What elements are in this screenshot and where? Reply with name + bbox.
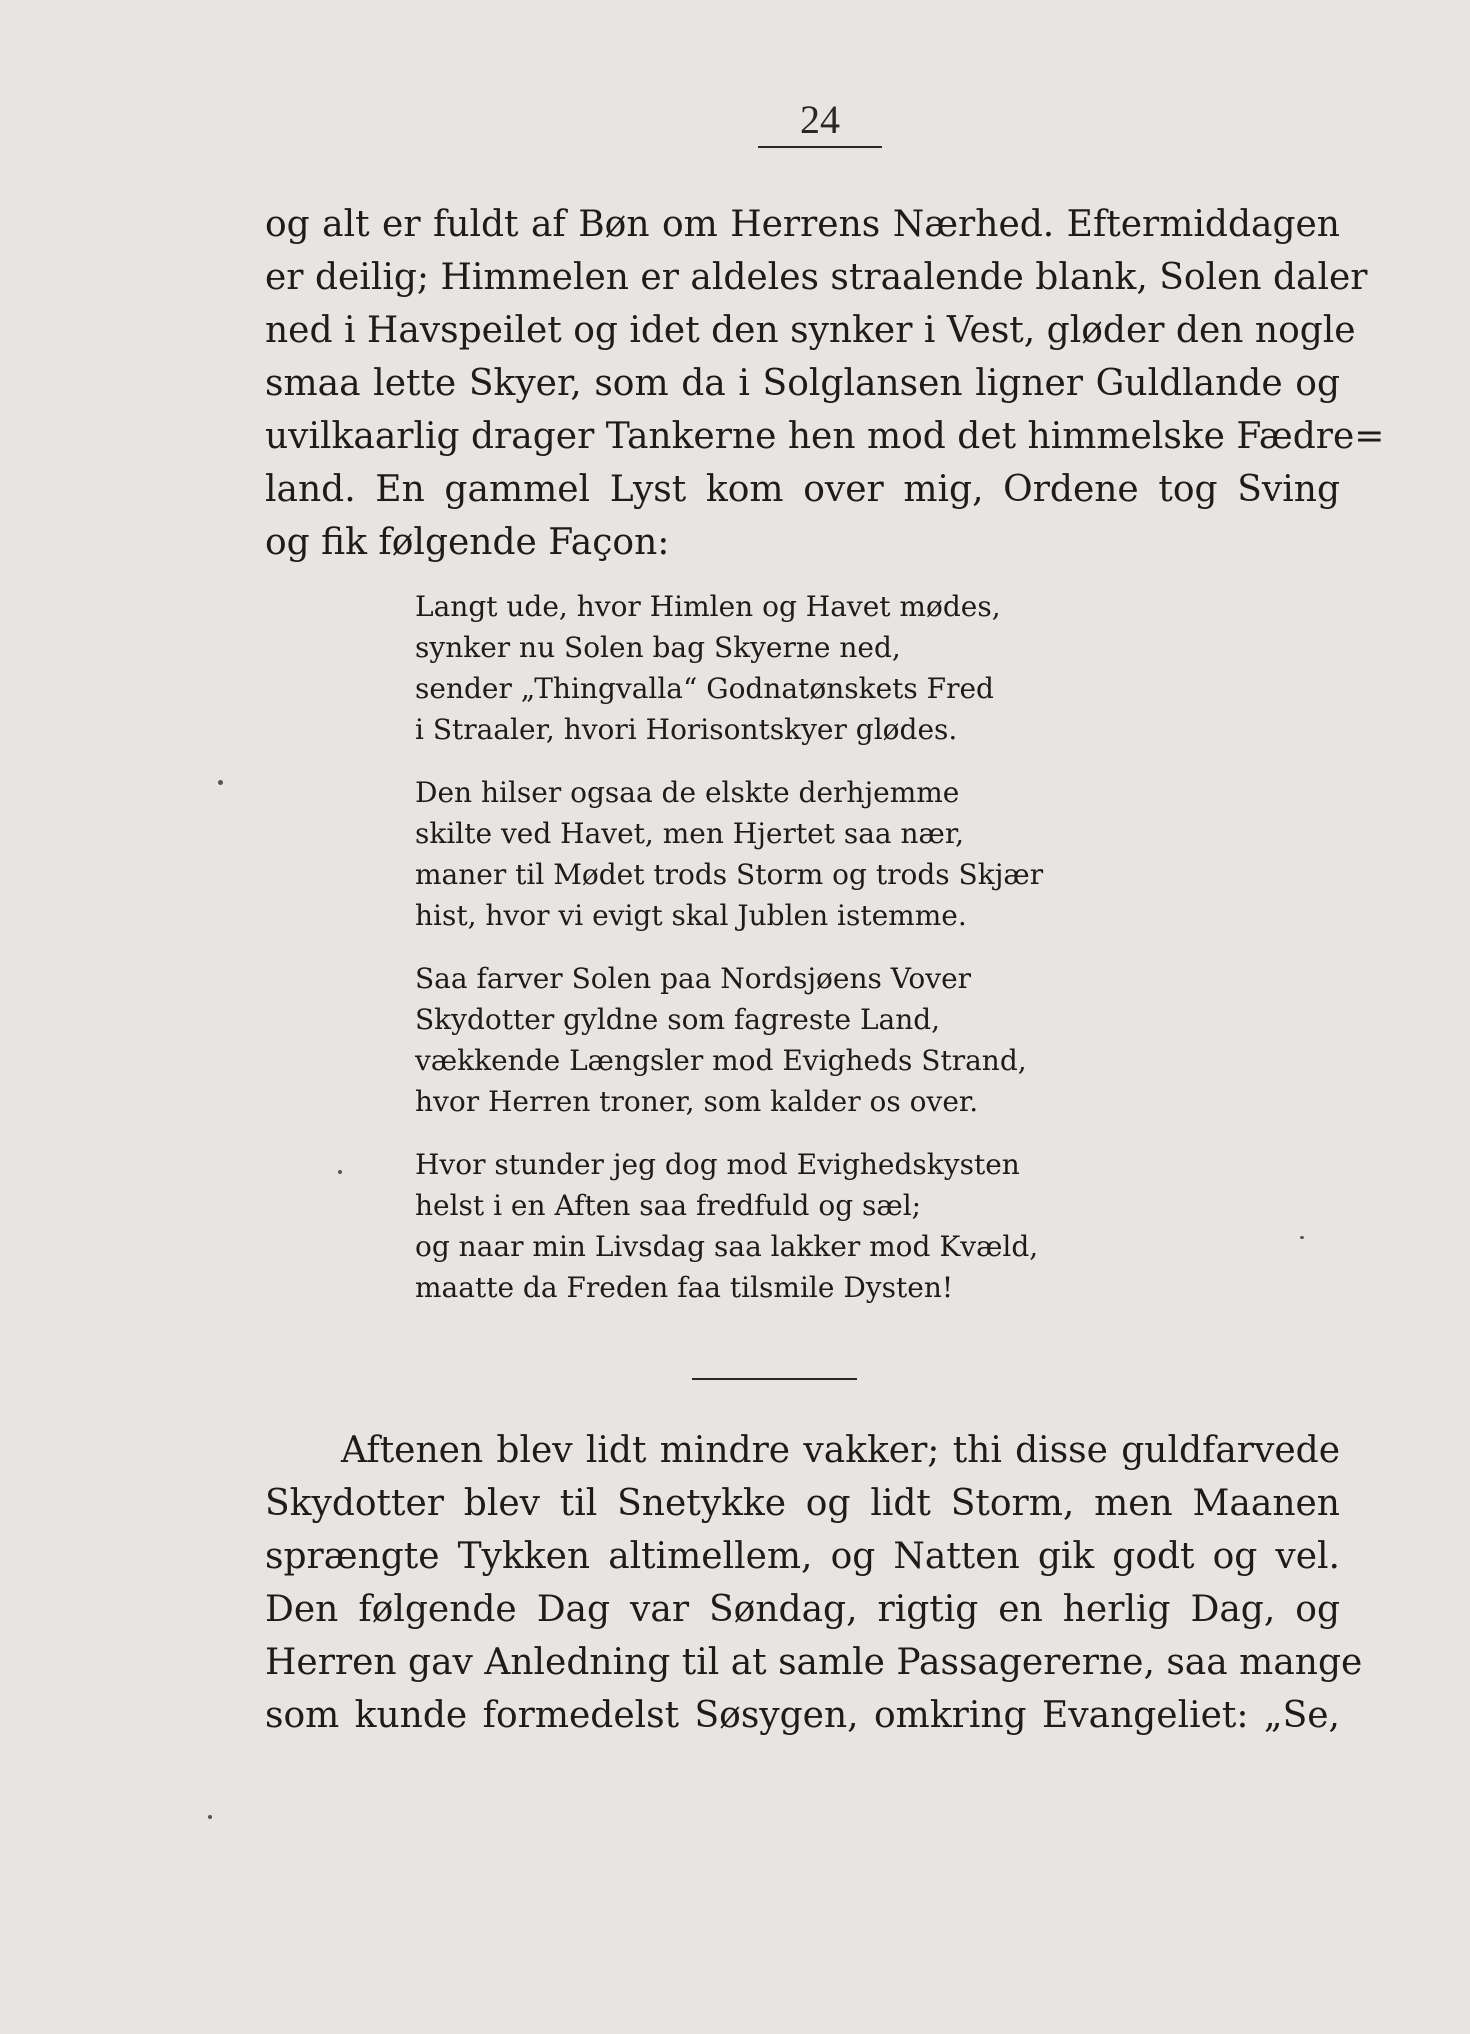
- page-number-underline: [758, 146, 882, 148]
- verse-line: Den hilser ogsaa de elskte derhjemme: [415, 776, 960, 809]
- paper-speck: [208, 1815, 212, 1819]
- section-divider: [692, 1378, 857, 1380]
- text-line: Skydotter blev til Snetykke og lidt Storm, men Maanen: [265, 1483, 1340, 1524]
- text-line: land. En gammel Lyst kom over mig, Ordene tog Sving: [265, 469, 1340, 510]
- verse-line: Saa farver Solen paa Nordsjøens Vover: [415, 962, 972, 995]
- paper-speck: [338, 1170, 342, 1174]
- verse-line: maner til Mødet trods Storm og trods Skjær: [415, 858, 1044, 891]
- stanza-3: [415, 958, 1115, 1122]
- verse-line: i Straaler, hvori Horisontskyer glødes.: [415, 713, 958, 746]
- text-line: som kunde formedelst Søsygen, omkring Evangeliet: „Se,: [265, 1695, 1340, 1736]
- paper-speck: [218, 780, 223, 785]
- verse-line: Hvor stunder jeg dog mod Evighedskysten: [415, 1148, 1020, 1181]
- text-line: Den følgende Dag var Søndag, rigtig en herlig Dag, og: [265, 1589, 1340, 1630]
- verse-line: vækkende Længsler mod Evigheds Strand,: [415, 1044, 1027, 1077]
- paragraph-1: [265, 198, 1385, 569]
- verse-line: skilte ved Havet, men Hjertet saa nær,: [415, 817, 965, 850]
- text-line: sprængte Tykken altimellem, og Natten gik godt og vel.: [265, 1536, 1340, 1577]
- verse-line: sender „Thingvalla“ Godnatønskets Fred: [415, 672, 994, 705]
- poem: [415, 586, 1115, 1330]
- verse-line: maatte da Freden faa tilsmile Dysten!: [415, 1271, 954, 1304]
- stanza-2: [415, 772, 1115, 936]
- text-line: og alt er fuldt af Bøn om Herrens Nærhed. Eftermiddagen: [265, 204, 1340, 245]
- stanza-4: [415, 1144, 1115, 1308]
- paper-speck: [1300, 1236, 1304, 1239]
- verse-line: hvor Herren troner, som kalder os over.: [415, 1085, 979, 1118]
- verse-line: hist, hvor vi evigt skal Jublen istemme.: [415, 899, 967, 932]
- text-line: smaa lette Skyer, som da i Solglansen ligner Guldlande og: [265, 363, 1340, 404]
- verse-line: Skydotter gyldne som fagreste Land,: [415, 1003, 941, 1036]
- stanza-1: [415, 586, 1115, 750]
- paragraph-2: [265, 1424, 1363, 1742]
- page-number: 24: [800, 97, 840, 142]
- verse-line: og naar min Livsdag saa lakker mod Kvæld,: [415, 1230, 1039, 1263]
- verse-line: Langt ude, hvor Himlen og Havet mødes,: [415, 590, 1001, 623]
- text-line: ned i Havspeilet og idet den synker i Vest, gløder den nogle: [265, 310, 1356, 351]
- text-line: er deilig; Himmelen er aldeles straalende blank, Solen daler: [265, 257, 1368, 298]
- text-line: Aftenen blev lidt mindre vakker; thi disse guldfarvede: [341, 1430, 1340, 1471]
- verse-line: helst i en Aften saa fredfuld og sæl;: [415, 1189, 922, 1222]
- text-line: Herren gav Anledning til at samle Passagererne, saa mange: [265, 1642, 1363, 1683]
- verse-line: synker nu Solen bag Skyerne ned,: [415, 631, 901, 664]
- text-line: og fik følgende Façon:: [265, 522, 670, 563]
- text-line: uvilkaarlig drager Tankerne hen mod det himmelske Fædre=: [265, 416, 1385, 457]
